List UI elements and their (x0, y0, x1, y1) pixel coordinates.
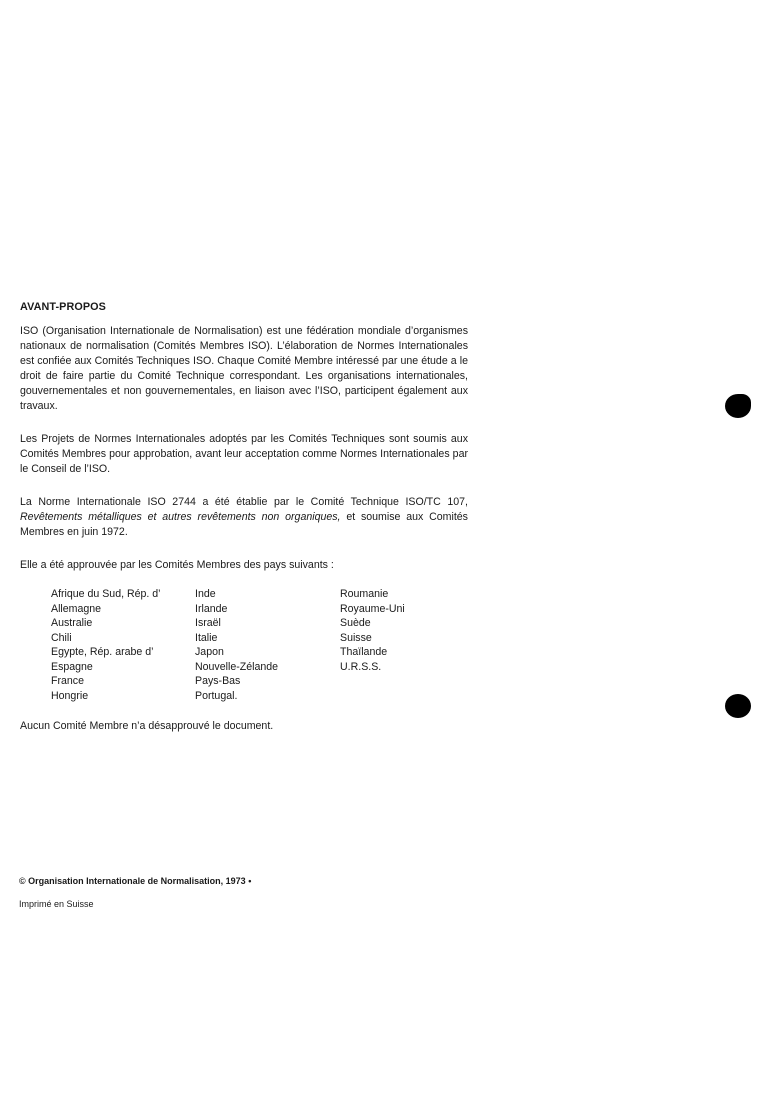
country-item: Inde (195, 588, 216, 600)
country-item: Portugal. (195, 689, 238, 702)
paragraph-standard-origin-end: et soumise aux Comités Membres en juin 1972. (20, 511, 468, 538)
paragraph-iso-intro: ISO (Organisation Internationale de Normalisation) est une fédération mondiale d’organismes nationaux de normalisation (Comités Membres ISO). L’élaboration de Normes Internationales est confiée aux Comités Techniques ISO. Chaque Comité Membre intéressé par une étude a le droit de faire partie du Comité Technique correspondant. Les organisations internationales, gouvernementales et non gouvernementales, en liaison avec l’ISO, participent également aux travaux. (20, 325, 468, 412)
disapproval-statement: Aucun Comité Membre n’a désapprouvé le document. (20, 720, 274, 732)
punch-hole-mark (725, 394, 751, 418)
country-item: Australie (51, 617, 93, 629)
country-item: Chili (51, 631, 72, 644)
country-item: Israël (195, 617, 221, 629)
foreword-section (20, 300, 468, 744)
committee-title: Revêtements métalliques et autres revêtements non organiques, (20, 511, 341, 523)
country-item: Hongrie (51, 689, 89, 702)
country-item: Thaïlande (340, 646, 388, 658)
country-item: Royaume-Uni (340, 602, 405, 615)
country-item: Pays-Bas (195, 675, 241, 687)
country-item: Italie (195, 631, 218, 644)
country-item: Suède (340, 617, 371, 629)
copyright-line: © Organisation Internationale de Normalisation, 1973 • (19, 876, 252, 886)
country-item: Suisse (340, 631, 372, 644)
country-item: Allemagne (51, 602, 102, 615)
country-item: Afrique du Sud, Rép. d’ (51, 588, 161, 600)
paragraph-draft-standards: Les Projets de Normes Internationales adoptés par les Comités Techniques sont soumis aux Comités Membres pour approbation, avant leur acceptation comme Normes Internationales par le Conseil de l’ISO. (20, 433, 468, 475)
punch-hole-mark (725, 694, 751, 718)
country-item: Roumanie (340, 588, 389, 600)
country-list (51, 587, 468, 703)
approval-intro: Elle a été approuvée par les Comités Membres des pays suivants : (20, 559, 334, 571)
country-item: Japon (195, 646, 224, 658)
country-column-1 (51, 587, 195, 703)
country-column-3 (340, 587, 440, 703)
country-item: Egypte, Rép. arabe d’ (51, 646, 154, 658)
paragraph-standard-origin-start: La Norme Internationale ISO 2744 a été établie par le Comité Technique ISO/TC 107, (20, 496, 468, 508)
printed-in-line: Imprimé en Suisse (19, 899, 94, 909)
foreword-heading: AVANT-PROPOS (20, 301, 106, 313)
country-item: Irlande (195, 602, 228, 615)
country-item: Nouvelle-Zélande (195, 660, 279, 673)
country-column-2 (195, 587, 340, 703)
country-item: France (51, 675, 84, 687)
country-item: Espagne (51, 660, 93, 673)
paragraph-standard-origin (20, 495, 468, 540)
country-item: U.R.S.S. (340, 660, 382, 673)
